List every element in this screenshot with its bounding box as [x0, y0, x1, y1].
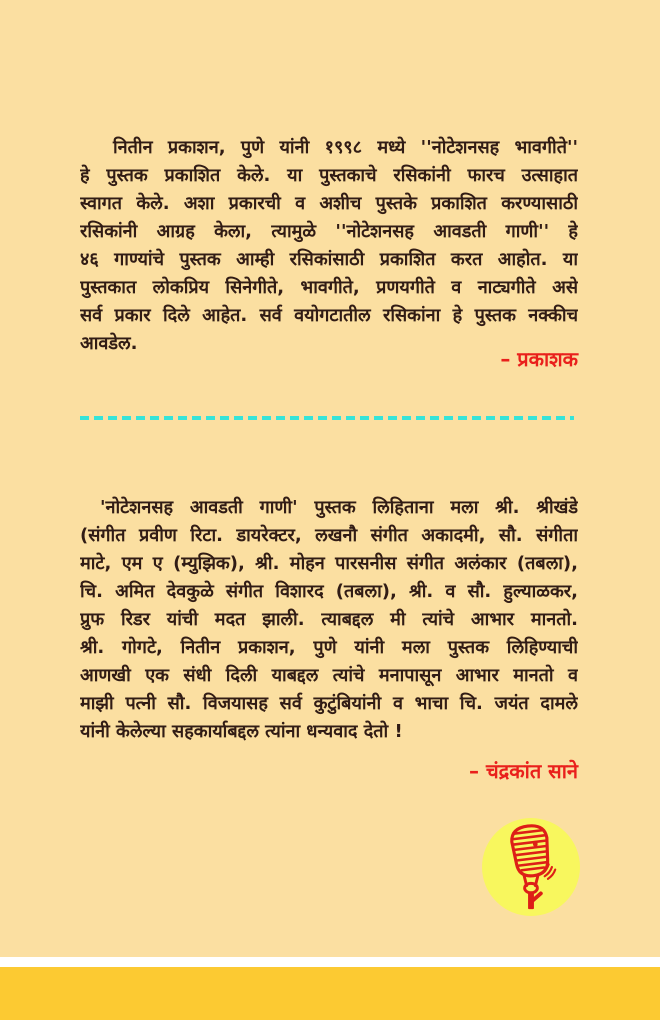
text-line: 'नोटेशनसह आवडती गाणी' पुस्तक लिहिताना मला श्री. श्रीखंडे	[100, 497, 578, 518]
text-line: पुस्तकात लोकप्रिय सिनेगीते, भावगीते, प्रणयगीते व नाट्यगीते असे	[80, 277, 578, 298]
text-line: रसिकांनी आग्रह केला, त्यामुळे ''नोटेशनसह आवडती गाणी'' हे	[80, 221, 578, 242]
publisher-signature: – प्रकाशक	[500, 347, 578, 371]
text-line: श्री. गोगटे, नितीन प्रकाशन, पुणे यांनी मला पुस्तक लिहिण्याची	[80, 637, 578, 658]
text-line: आणखी एक संधी दिली याबद्दल त्यांचे मनापासून आभार मानतो व	[80, 665, 578, 686]
text-line: यांनी केलेल्या सहकार्याबद्दल त्यांना धन्यवाद देतो !	[80, 721, 403, 742]
text-line: स्वागत केले. अशा प्रकारची व अशीच पुस्तके प्रकाशित करण्यासाठी	[80, 193, 578, 214]
text-line: आवडेल.	[80, 333, 138, 354]
text-line: (संगीत प्रवीण रिटा. डायरेक्टर, लखनौ संगीत अकादमी, सौ. संगीता	[80, 525, 578, 546]
bottom-white-strip	[0, 957, 660, 967]
text-line: सर्व प्रकार दिले आहेत. सर्व वयोगटातील रसिकांना हे पुस्तक नक्कीच	[80, 305, 578, 326]
author-signature: – चंद्रकांत साने	[469, 759, 578, 783]
microphone-badge	[482, 818, 580, 916]
text-line: माझी पत्नी सौ. विजयासह सर्व कुटुंबियांनी व भाचा चि. जयंत दामले	[80, 693, 578, 714]
text-line: नितीन प्रकाशन, पुणे यांनी १९९८ मध्ये ''नोटेशनसह भावगीते''	[113, 137, 578, 158]
text-line: हे पुस्तक प्रकाशित केले. या पुस्तकाचे रसिकांनी फारच उत्साहात	[80, 165, 578, 186]
text-line: चि. अमित देवकुळे संगीत विशारद (तबला), श्री. व सौ. हुल्याळकर,	[80, 581, 578, 602]
dashed-divider	[80, 416, 574, 420]
text-line: ४६ गाण्यांचे पुस्तक आम्ही रसिकांसाठी प्रकाशित करत आहोत. या	[80, 249, 578, 270]
microphone-icon	[482, 818, 580, 916]
bottom-yellow-band	[0, 967, 660, 1020]
text-line: माटे, एम ए (म्युझिक), श्री. मोहन पारसनीस संगीत अलंकार (तबला),	[80, 553, 578, 574]
text-line: प्रुफ रिडर यांची मदत झाली. त्याबद्दल मी त्यांचे आभार मानतो.	[80, 609, 578, 630]
intro-paragraph	[80, 134, 578, 358]
acknowledgement-paragraph	[80, 494, 578, 746]
